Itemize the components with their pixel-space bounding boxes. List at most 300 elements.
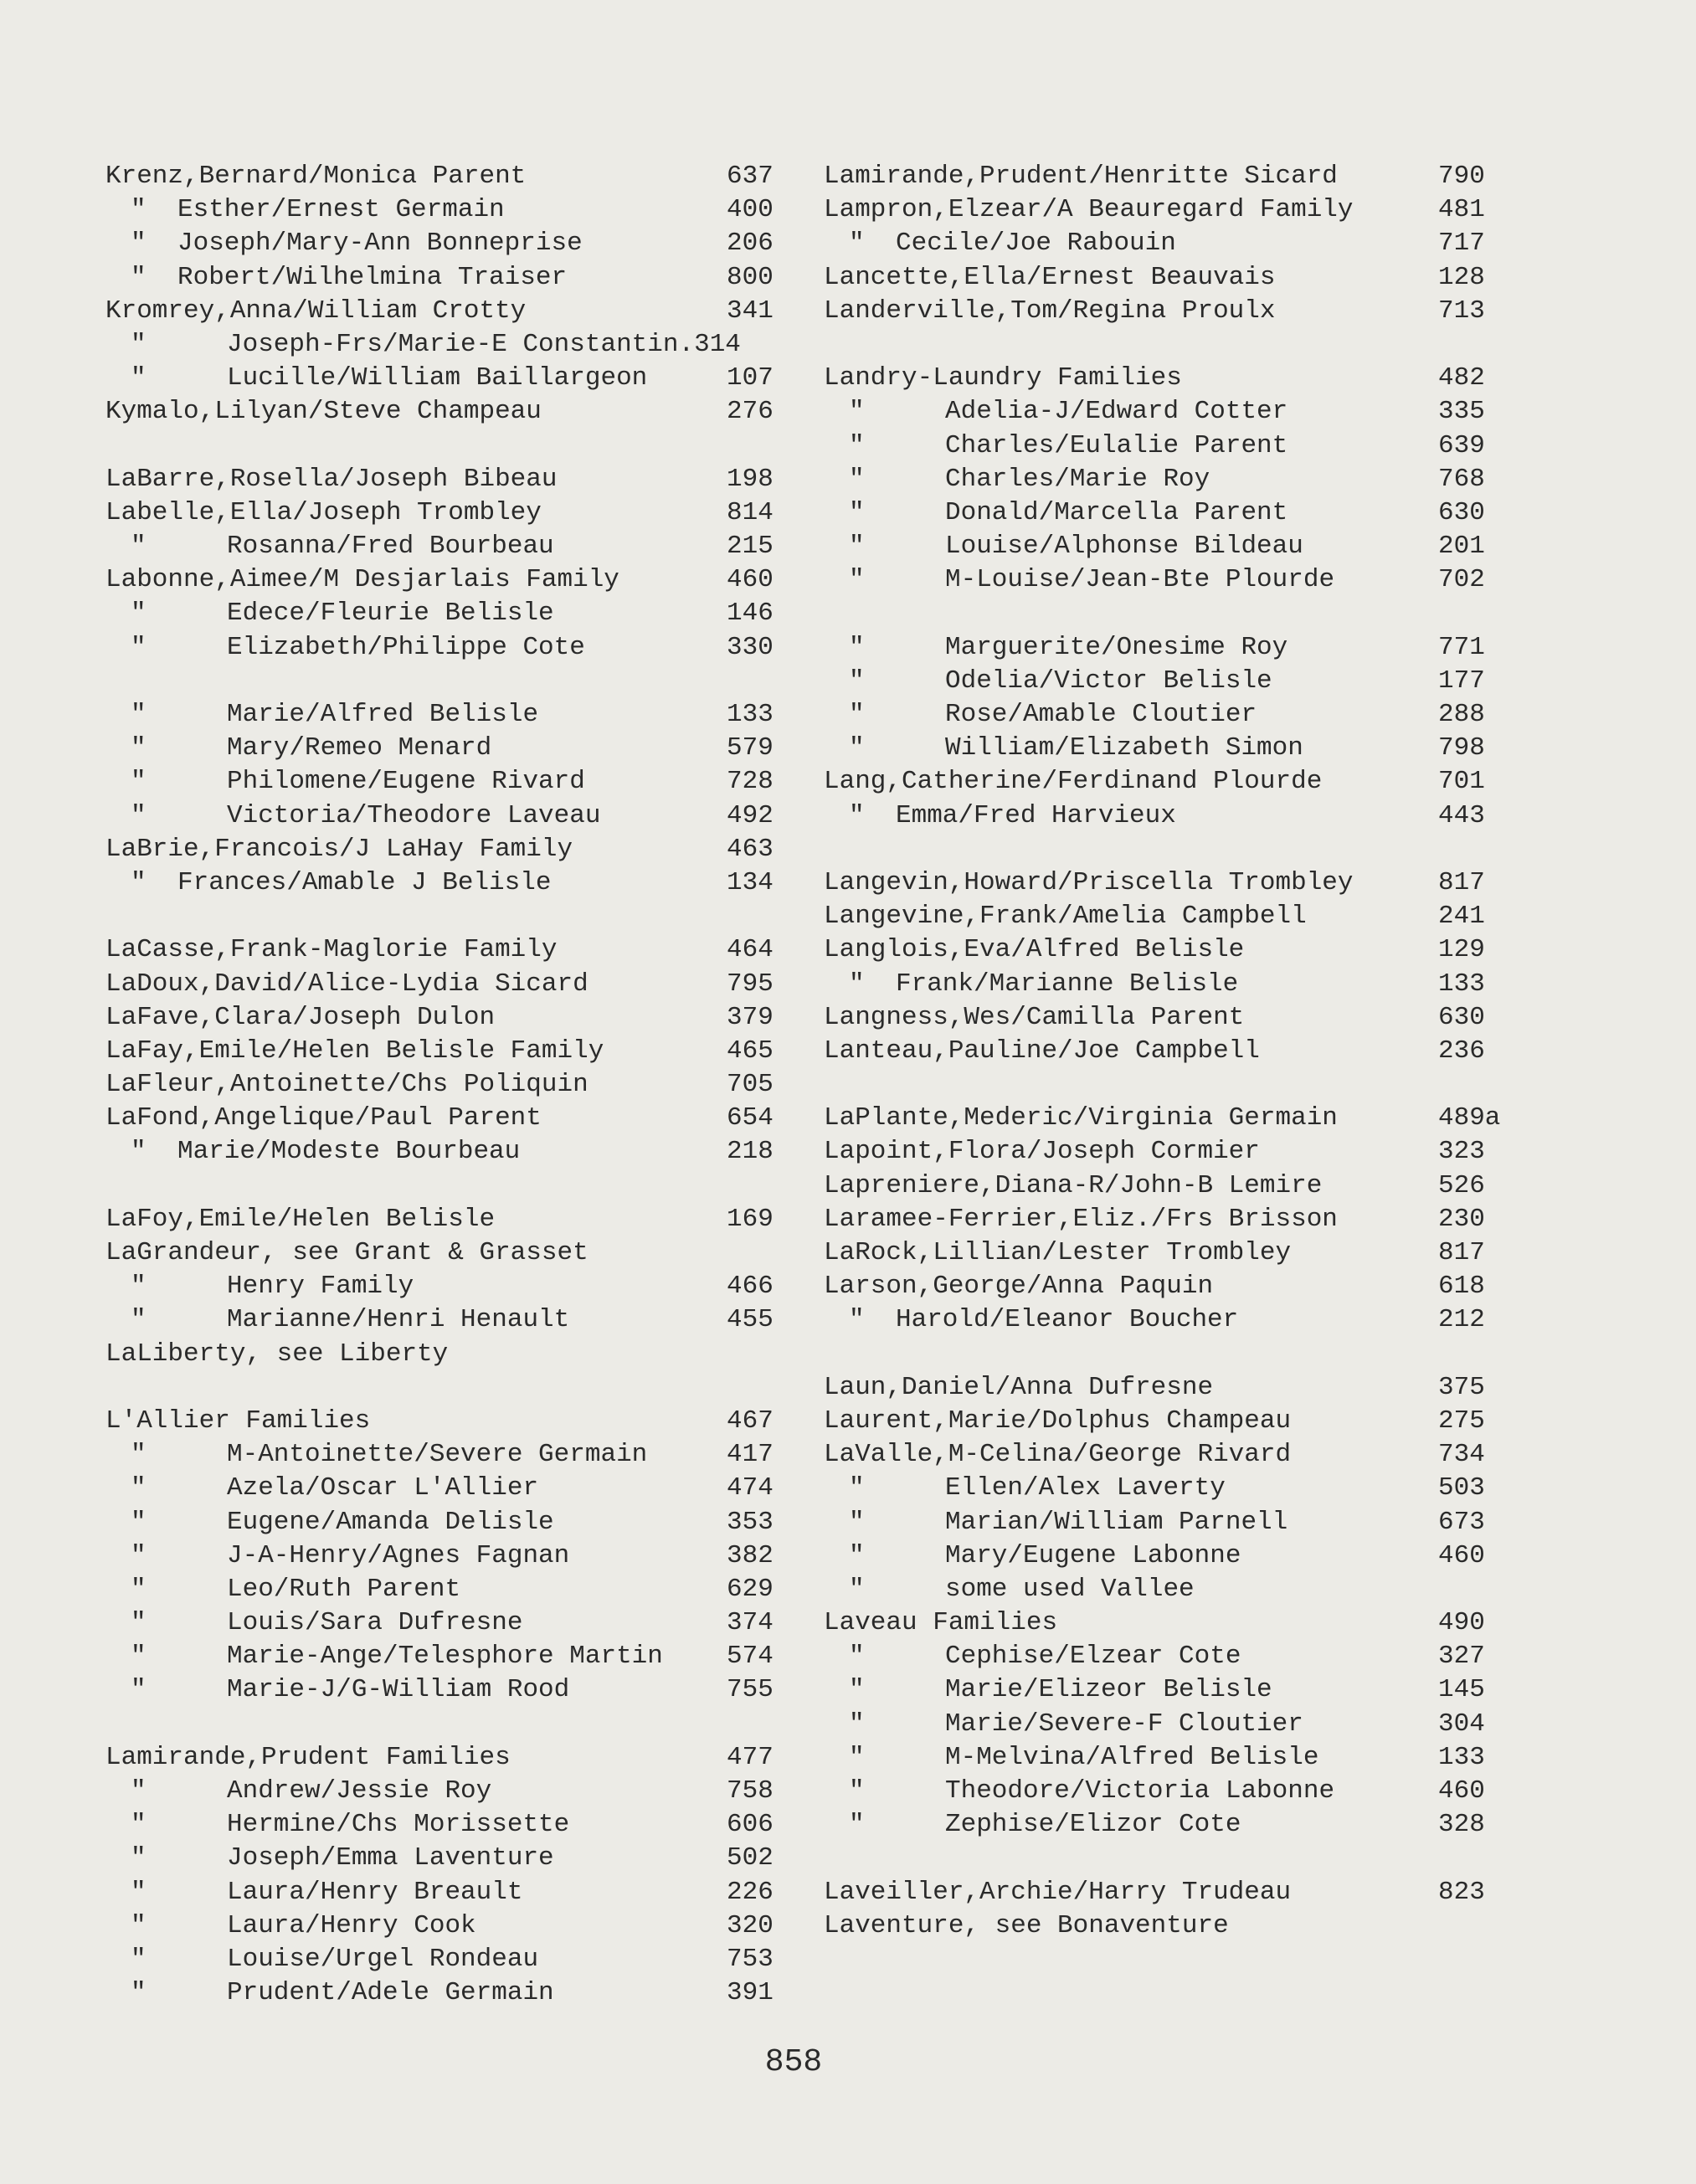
index-entry — [99, 362, 785, 395]
entry-page-number: 382 — [727, 1540, 773, 1570]
index-entry — [99, 1640, 785, 1673]
index-entry — [99, 866, 785, 900]
entry-name — [824, 1169, 1322, 1203]
entry-page-number: 574 — [727, 1642, 773, 1672]
entry-name — [824, 933, 1244, 967]
ditto-mark: " — [849, 1742, 865, 1772]
entry-text: Lapreniere,Diana-R/John-B Lemire — [824, 1170, 1323, 1200]
index-entry — [99, 1001, 785, 1035]
blank-line — [99, 1708, 785, 1741]
entry-page-number: 771 — [1438, 632, 1485, 662]
ditto-mark: " — [849, 969, 865, 999]
entry-text: LaValle,M-Celina/George Rivard — [824, 1440, 1292, 1470]
ditto-mark: " — [131, 1473, 146, 1503]
entry-page-number: 654 — [727, 1103, 773, 1133]
index-entry — [99, 1405, 785, 1438]
entry-text: Langlois,Eva/Alfred Belisle — [824, 935, 1245, 965]
entry-name — [105, 295, 526, 328]
entry-name — [131, 362, 647, 395]
index-entry — [817, 1405, 1503, 1438]
entry-name — [131, 1539, 569, 1573]
entry-page-number: 606 — [727, 1810, 773, 1840]
blank-line — [99, 1371, 785, 1405]
entry-name — [824, 866, 1354, 900]
entry-name — [131, 1135, 520, 1169]
index-entry — [99, 160, 785, 193]
entry-text: Louis/Sara Dufresne — [227, 1608, 523, 1638]
entry-page-number: 467 — [727, 1405, 773, 1436]
index-entry — [99, 1976, 785, 2010]
entry-page-number: 526 — [1438, 1170, 1485, 1200]
entry-name — [849, 665, 1272, 698]
index-entry — [99, 1270, 785, 1303]
entry-text: Frances/Amable J Belisle — [177, 867, 552, 897]
index-entry — [99, 1102, 785, 1135]
entry-name — [824, 1001, 1244, 1035]
entry-name — [849, 1808, 1241, 1842]
entry-page-number: 753 — [727, 1944, 773, 1974]
entry-page-number: 201 — [1438, 532, 1485, 562]
entry-text: Theodore/Victoria Labonne — [945, 1776, 1335, 1806]
ditto-mark: " — [131, 329, 146, 359]
ditto-mark: " — [131, 767, 146, 797]
entry-page-number: 107 — [727, 363, 773, 393]
entry-page-number: 379 — [727, 1002, 773, 1032]
index-entry — [817, 765, 1503, 799]
entry-name — [824, 295, 1276, 328]
blank-line — [99, 1169, 785, 1203]
index-entry — [817, 395, 1503, 429]
entry-name — [105, 1203, 495, 1236]
entry-name — [131, 1909, 476, 1943]
entry-name — [105, 1102, 542, 1135]
entry-name — [824, 1203, 1338, 1236]
entry-text: Lucille/William Baillargeon — [227, 363, 648, 393]
entry-page-number: 198 — [727, 464, 773, 494]
entry-page-number: 330 — [727, 632, 773, 662]
entry-text: Ellen/Alex Laverty — [945, 1473, 1226, 1503]
entry-page-number: 304 — [1438, 1709, 1485, 1739]
entry-page-number: 465 — [727, 1035, 773, 1066]
entry-page-number: 489a — [1438, 1103, 1501, 1133]
entry-text: some used Vallee — [945, 1574, 1195, 1604]
entry-page-number: 673 — [1438, 1507, 1485, 1537]
index-entry — [99, 1203, 785, 1236]
index-entry — [99, 463, 785, 496]
page-number: 858 — [764, 2044, 823, 2080]
entry-name — [824, 1438, 1291, 1472]
entry-text: Marie/Severe-F Cloutier — [945, 1709, 1303, 1739]
entry-text: Marie-J/G-William Rood — [227, 1675, 570, 1705]
index-entry — [817, 1506, 1503, 1539]
index-entry — [99, 1539, 785, 1573]
entry-page-number: 212 — [1438, 1305, 1485, 1335]
entry-text: Marie/Elizeor Belisle — [945, 1675, 1272, 1705]
entry-page-number: 503 — [1438, 1473, 1485, 1503]
index-entry — [99, 1472, 785, 1505]
entry-text: LaBrie,Francois/J LaHay Family — [105, 834, 573, 864]
index-entry — [99, 968, 785, 1001]
ditto-mark: " — [131, 1642, 146, 1672]
entry-name — [131, 1303, 569, 1337]
ditto-mark: " — [131, 363, 146, 393]
entry-page-number: 375 — [1438, 1372, 1485, 1402]
entry-page-number: 466 — [727, 1272, 773, 1302]
entry-name — [131, 1573, 460, 1606]
entry-text: LaDoux,David/Alice-Lydia Sicard — [105, 969, 588, 999]
ditto-mark: " — [849, 665, 865, 696]
entry-page-number: 206 — [727, 229, 773, 259]
entry-name — [131, 799, 600, 833]
entry-text: Laveiller,Archie/Harry Trudeau — [824, 1877, 1292, 1907]
index-entry — [817, 429, 1503, 463]
entry-name — [105, 1338, 448, 1371]
entry-page-number: 327 — [1438, 1642, 1485, 1672]
entry-name — [105, 563, 619, 597]
ditto-mark: " — [131, 1877, 146, 1907]
ditto-mark: " — [849, 1574, 865, 1604]
entry-text: LaFleur,Antoinette/Chs Poliquin — [105, 1070, 588, 1100]
entry-name — [131, 530, 554, 563]
entry-page-number: 795 — [727, 969, 773, 999]
entry-name — [824, 160, 1338, 193]
entry-text: Mary/Eugene Labonne — [945, 1540, 1241, 1570]
entry-name — [849, 1741, 1318, 1775]
entry-page-number: 492 — [727, 800, 773, 830]
index-entry — [817, 900, 1503, 933]
entry-name — [824, 1371, 1213, 1405]
entry-text: M-Melvina/Alfred Belisle — [945, 1742, 1319, 1772]
index-entry — [817, 1270, 1503, 1303]
ditto-mark: " — [131, 1305, 146, 1335]
index-entry — [99, 1438, 785, 1472]
index-column-left — [99, 160, 785, 2010]
entry-page-number: 353 — [727, 1507, 773, 1537]
index-entry — [99, 1909, 785, 1943]
entry-page-number: 717 — [1438, 229, 1485, 259]
entry-text: L'Allier Families — [105, 1405, 371, 1436]
entry-text: Joseph/Mary-Ann Bonneprise — [177, 229, 583, 259]
ditto-mark: " — [849, 1473, 865, 1503]
entry-page-number: 800 — [727, 262, 773, 292]
index-entry — [99, 193, 785, 227]
entry-name — [105, 833, 573, 866]
entry-text: J-A-Henry/Agnes Fagnan — [227, 1540, 570, 1570]
entry-name — [849, 530, 1303, 563]
blank-line — [817, 328, 1503, 362]
ditto-mark: " — [131, 1944, 146, 1974]
entry-text: Krenz,Bernard/Monica Parent — [105, 162, 527, 191]
entry-name — [824, 900, 1307, 933]
entry-page-number: 702 — [1438, 565, 1485, 595]
entry-text: Laramee-Ferrier,Eliz./Frs Brisson — [824, 1204, 1338, 1234]
ditto-mark: " — [849, 1675, 865, 1705]
entry-name — [131, 1673, 569, 1707]
index-entry — [99, 799, 785, 833]
entry-name — [849, 1506, 1287, 1539]
entry-text: Henry Family — [227, 1272, 414, 1302]
index-entry — [817, 1135, 1503, 1169]
index-entry — [99, 765, 785, 799]
blank-line — [99, 429, 785, 463]
index-entry — [817, 1472, 1503, 1505]
entry-name — [849, 463, 1210, 496]
ditto-mark: " — [849, 1642, 865, 1672]
entry-name — [131, 866, 551, 900]
index-entry — [99, 395, 785, 429]
index-entry — [817, 1236, 1503, 1270]
entry-page-number: 490 — [1438, 1608, 1485, 1638]
ditto-mark: " — [131, 1608, 146, 1638]
entry-text: Andrew/Jessie Roy — [227, 1776, 492, 1806]
ditto-mark: " — [849, 430, 865, 460]
index-entry — [817, 665, 1503, 698]
entry-page-number: 328 — [1438, 1810, 1485, 1840]
entry-text: Joseph-Frs/Marie-E Constantin.314 — [227, 329, 741, 359]
index-entry — [99, 496, 785, 530]
ditto-mark: " — [131, 1843, 146, 1873]
entry-text: Odelia/Victor Belisle — [945, 665, 1272, 696]
entry-page-number: 630 — [1438, 497, 1485, 527]
entry-text: LaFay,Emile/Helen Belisle Family — [105, 1035, 604, 1066]
blank-line — [99, 665, 785, 698]
entry-name — [131, 765, 585, 799]
entry-page-number: 323 — [1438, 1137, 1485, 1167]
entry-name — [131, 597, 554, 630]
entry-text: Frank/Marianne Belisle — [896, 969, 1239, 999]
ditto-mark: " — [849, 1810, 865, 1840]
ditto-mark: " — [849, 632, 865, 662]
index-entry — [817, 1371, 1503, 1405]
entry-text: LaLiberty, see Liberty — [105, 1339, 449, 1369]
entry-text: Marian/William Parnell — [945, 1507, 1288, 1537]
index-entry — [817, 799, 1503, 833]
entry-name — [849, 1640, 1241, 1673]
entry-name — [824, 765, 1322, 799]
index-entry — [99, 1876, 785, 1909]
entry-page-number: 335 — [1438, 397, 1485, 427]
entry-text: LaFond,Angelique/Paul Parent — [105, 1103, 542, 1133]
entry-page-number: 734 — [1438, 1440, 1485, 1470]
entry-page-number: 128 — [1438, 262, 1485, 292]
blank-line — [817, 1338, 1503, 1371]
index-entry — [817, 295, 1503, 328]
entry-name — [131, 1270, 414, 1303]
ditto-mark: " — [131, 1507, 146, 1537]
entry-name — [849, 227, 1176, 260]
entry-page-number: 133 — [1438, 1742, 1485, 1772]
entry-name — [131, 1438, 647, 1472]
entry-page-number: 177 — [1438, 665, 1485, 696]
entry-page-number: 241 — [1438, 902, 1485, 932]
entry-text: Louise/Urgel Rondeau — [227, 1944, 539, 1974]
index-entry — [817, 732, 1503, 765]
entry-text: Charles/Eulalie Parent — [945, 430, 1288, 460]
entry-page-number: 374 — [727, 1608, 773, 1638]
ditto-mark: " — [849, 464, 865, 494]
entry-page-number: 823 — [1438, 1877, 1485, 1907]
entry-page-number: 133 — [1438, 969, 1485, 999]
entry-text: Marie-Ange/Telesphore Martin — [227, 1642, 663, 1672]
entry-name — [131, 1506, 554, 1539]
entry-text: Marie/Modeste Bourbeau — [177, 1137, 521, 1167]
entry-text: Laurent,Marie/Dolphus Champeau — [824, 1405, 1292, 1436]
entry-text: LaFave,Clara/Joseph Dulon — [105, 1002, 496, 1032]
index-entry — [99, 833, 785, 866]
ditto-mark: " — [131, 1540, 146, 1570]
entry-text: Esther/Ernest Germain — [177, 195, 505, 225]
index-entry — [99, 1573, 785, 1606]
entry-name — [849, 1708, 1303, 1741]
ditto-mark: " — [849, 1305, 865, 1335]
index-entry — [817, 160, 1503, 193]
entry-text: Langevine,Frank/Amelia Campbell — [824, 902, 1307, 932]
index-entry — [99, 295, 785, 328]
index-entry — [817, 463, 1503, 496]
index-entry — [817, 1808, 1503, 1842]
index-entry — [99, 1842, 785, 1875]
entry-text: Prudent/Adele Germain — [227, 1978, 554, 2008]
entry-text: Philomene/Eugene Rivard — [227, 767, 585, 797]
entry-text: Zephise/Elizor Cote — [945, 1810, 1241, 1840]
entry-page-number: 463 — [727, 834, 773, 864]
entry-page-number: 133 — [727, 700, 773, 729]
index-entry — [817, 362, 1503, 395]
ditto-mark: " — [849, 397, 865, 427]
entry-text: LaFoy,Emile/Helen Belisle — [105, 1204, 496, 1234]
entry-name — [105, 496, 542, 530]
ditto-mark: " — [131, 1910, 146, 1940]
entry-name — [131, 261, 567, 295]
index-entry — [817, 1001, 1503, 1035]
entry-name — [131, 1472, 538, 1505]
entry-text: Elizabeth/Philippe Cote — [227, 632, 585, 662]
entry-page-number: 391 — [727, 1978, 773, 2008]
index-entry — [99, 1035, 785, 1068]
index-entry — [817, 1438, 1503, 1472]
entry-text: Lang,Catherine/Ferdinand Plourde — [824, 767, 1323, 797]
entry-page-number: 460 — [1438, 1540, 1485, 1570]
entry-text: Hermine/Chs Morissette — [227, 1810, 570, 1840]
entry-page-number: 482 — [1438, 363, 1485, 393]
index-column-right — [817, 160, 1503, 1943]
entry-text: Lapoint,Flora/Joseph Cormier — [824, 1137, 1260, 1167]
entry-name — [824, 1405, 1291, 1438]
entry-name — [849, 698, 1257, 732]
entry-text: Emma/Fred Harvieux — [896, 800, 1176, 830]
ditto-mark: " — [131, 800, 146, 830]
ditto-mark: " — [849, 1540, 865, 1570]
index-entry — [817, 1169, 1503, 1203]
entry-page-number: 817 — [1438, 867, 1485, 897]
blank-line — [817, 597, 1503, 630]
ditto-mark: " — [849, 700, 865, 729]
index-entry — [99, 1338, 785, 1371]
entry-name — [105, 463, 558, 496]
entry-text: LaBarre,Rosella/Joseph Bibeau — [105, 464, 558, 494]
entry-name — [105, 395, 542, 429]
entry-text: M-Antoinette/Severe Germain — [227, 1440, 648, 1470]
entry-name — [131, 227, 583, 260]
entry-page-number: 817 — [1438, 1238, 1485, 1267]
entry-page-number: 481 — [1438, 195, 1485, 225]
ditto-mark: " — [849, 565, 865, 595]
entry-text: Louise/Alphonse Bildeau — [945, 532, 1303, 562]
entry-name — [849, 1472, 1226, 1505]
entry-name — [131, 1606, 522, 1640]
entry-text: Laura/Henry Cook — [227, 1910, 476, 1940]
ditto-mark: " — [849, 229, 865, 259]
entry-name — [849, 1775, 1334, 1808]
entry-text: Robert/Wilhelmina Traiser — [177, 262, 568, 292]
entry-page-number: 701 — [1438, 767, 1485, 797]
entry-text: Langness,Wes/Camilla Parent — [824, 1002, 1245, 1032]
ditto-mark: " — [849, 497, 865, 527]
entry-text: LaGrandeur, see Grant & Grasset — [105, 1238, 588, 1267]
entry-name — [105, 1741, 511, 1775]
entry-name — [849, 1539, 1241, 1573]
entry-page-number: 169 — [727, 1204, 773, 1234]
index-entry — [817, 631, 1503, 665]
entry-name — [131, 631, 585, 665]
entry-name — [824, 1909, 1229, 1943]
ditto-mark: " — [849, 800, 865, 830]
index-entry — [817, 1303, 1503, 1337]
ditto-mark: " — [849, 1776, 865, 1806]
entry-page-number: 320 — [727, 1910, 773, 1940]
entry-page-number: 755 — [727, 1675, 773, 1705]
ditto-mark: " — [131, 1978, 146, 2008]
entry-name — [105, 1236, 588, 1270]
entry-name — [824, 1135, 1260, 1169]
entry-text: Laventure, see Bonaventure — [824, 1910, 1229, 1940]
entry-name — [824, 193, 1354, 227]
entry-text: Rosanna/Fred Bourbeau — [227, 532, 554, 562]
entry-page-number: 455 — [727, 1305, 773, 1335]
index-entry — [817, 496, 1503, 530]
entry-text: Cephise/Elzear Cote — [945, 1642, 1241, 1672]
entry-name — [849, 1303, 1238, 1337]
entry-name — [131, 1640, 663, 1673]
entry-name — [849, 563, 1334, 597]
entry-page-number: 236 — [1438, 1035, 1485, 1066]
index-entry — [817, 1606, 1503, 1640]
index-entry — [99, 1303, 785, 1337]
entry-page-number: 474 — [727, 1473, 773, 1503]
entry-name — [824, 1102, 1338, 1135]
entry-page-number: 400 — [727, 195, 773, 225]
entry-text: Lanteau,Pauline/Joe Campbell — [824, 1035, 1260, 1066]
index-entry — [817, 1640, 1503, 1673]
entry-text: Eugene/Amanda Delisle — [227, 1507, 554, 1537]
ditto-mark: " — [849, 1507, 865, 1537]
index-entry — [99, 1673, 785, 1707]
entry-page-number: 134 — [727, 867, 773, 897]
entry-text: Marie/Alfred Belisle — [227, 700, 539, 729]
ditto-mark: " — [131, 733, 146, 763]
entry-name — [824, 1876, 1291, 1909]
index-entry — [817, 968, 1503, 1001]
entry-page-number: 502 — [727, 1843, 773, 1873]
entry-name — [849, 732, 1303, 765]
entry-page-number: 464 — [727, 935, 773, 965]
ditto-mark: " — [131, 1272, 146, 1302]
entry-name — [131, 328, 741, 362]
entry-text: Marguerite/Onesime Roy — [945, 632, 1288, 662]
entry-page-number: 477 — [727, 1742, 773, 1772]
index-entry — [817, 1775, 1503, 1808]
ditto-mark: " — [131, 1675, 146, 1705]
